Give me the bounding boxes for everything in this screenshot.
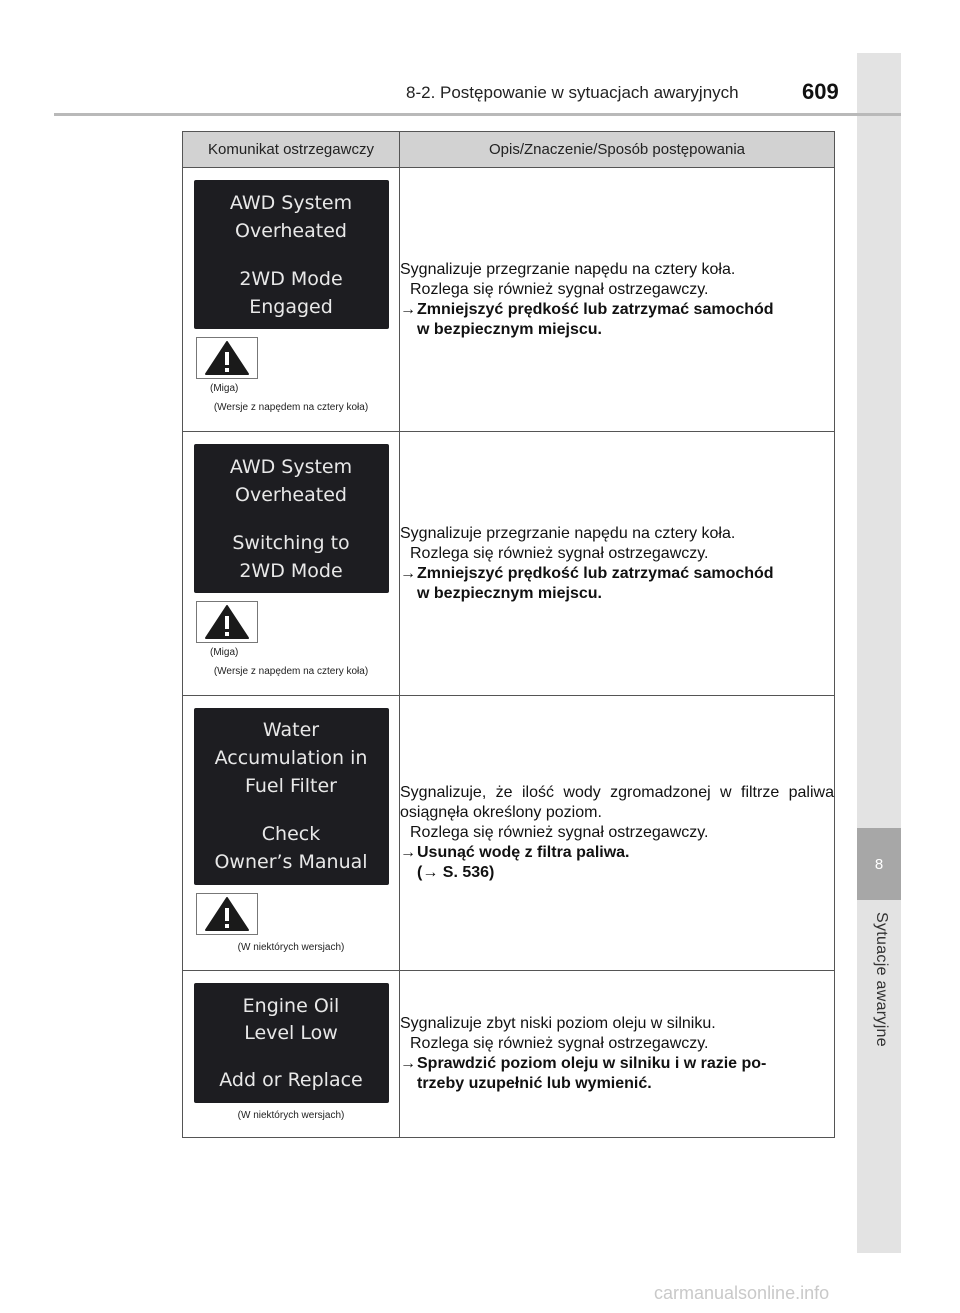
chapter-number-tab: 8 xyxy=(857,828,901,900)
display-line: Add or Replace xyxy=(219,1068,363,1091)
description-cell xyxy=(400,971,835,1138)
display-line: AWD System xyxy=(229,191,353,214)
action-line xyxy=(400,843,834,863)
warning-triangle-icon xyxy=(204,896,250,932)
message-cell xyxy=(183,971,400,1138)
action-text-cont: w bezpiecznym miejscu. xyxy=(417,584,602,602)
description-text: Sygnalizuje przegrzanie napędu na cztery koła. xyxy=(400,260,736,278)
action-text: Usunąć wodę z filtra paliwa. xyxy=(417,844,630,861)
table-row xyxy=(183,168,835,432)
display-line: 2WD Mode xyxy=(239,267,343,290)
action-text-cont: w bezpiecznym miejscu. xyxy=(417,320,602,338)
display-line: Accumulation in xyxy=(214,747,368,769)
display-line: 2WD Mode xyxy=(239,559,343,582)
message-cell xyxy=(183,432,400,696)
warning-indicator-box xyxy=(196,601,258,643)
version-caption: (W niektórych wersjach) xyxy=(237,1110,345,1121)
icon-caption: (Miga) xyxy=(210,383,239,394)
display-line: Engaged xyxy=(249,295,333,318)
display-line: Fuel Filter xyxy=(245,775,337,797)
warning-messages-table xyxy=(182,131,835,1138)
warning-indicator-box xyxy=(196,337,258,379)
column-header-description: Opis/Znaczenie/Sposób postępowania xyxy=(400,132,835,168)
action-text: Sprawdzić poziom oleju w silniku i w razie po- xyxy=(417,1055,767,1072)
header-divider xyxy=(54,113,901,116)
page-reference[interactable] xyxy=(400,863,834,883)
warning-triangle-icon xyxy=(204,340,250,376)
version-caption: (Wersje z napędem na cztery koła) xyxy=(213,402,369,413)
chapter-title-vertical: Sytuacje awaryjne xyxy=(873,912,890,1047)
display-line: Check xyxy=(261,823,321,845)
action-line xyxy=(400,300,834,320)
table-header-row xyxy=(183,132,835,168)
message-cell xyxy=(183,696,400,971)
reference-arrow-icon: → xyxy=(422,864,439,881)
message-cell xyxy=(183,168,400,432)
display-line: Engine Oil xyxy=(242,994,340,1017)
table-row xyxy=(183,971,835,1138)
arrow-icon: → xyxy=(400,300,416,318)
reference-open-paren: ( xyxy=(417,864,423,881)
action-line xyxy=(400,564,834,584)
reference-page-link[interactable]: S. 536) xyxy=(442,864,495,881)
chapter-side-tab xyxy=(857,53,901,1253)
warning-triangle-icon xyxy=(204,604,250,640)
description-text: Sygnalizuje, że ilość wody zgromadzonej w filtrze paliwa osiągnęła określony poziom. xyxy=(400,784,834,821)
version-caption: (Wersje z napędem na cztery koła) xyxy=(213,666,369,677)
display-line: Overheated xyxy=(235,483,347,506)
action-text: Zmniejszyć prędkość lub zatrzymać samochód xyxy=(417,564,774,582)
page-number: 609 xyxy=(802,79,839,104)
action-text-cont: trzeby uzupełnić lub wymienić. xyxy=(417,1075,652,1092)
description-text: Sygnalizuje przegrzanie napędu na cztery koła. xyxy=(400,524,736,542)
version-caption: (W niektórych wersjach) xyxy=(237,941,345,953)
table-row xyxy=(183,432,835,696)
dashboard-message-display xyxy=(194,180,389,329)
sound-note: Rozlega się również sygnał ostrzegawczy. xyxy=(410,1035,709,1052)
dashboard-message-display xyxy=(194,708,389,885)
description-text: Sygnalizuje zbyt niski poziom oleju w silniku. xyxy=(400,1015,716,1032)
warning-indicator-box xyxy=(196,893,258,935)
column-header-message: Komunikat ostrzegawczy xyxy=(183,132,400,168)
watermark-text: carmanualsonline.info xyxy=(654,1283,830,1303)
description-cell xyxy=(400,168,835,432)
description-cell xyxy=(400,696,835,971)
display-line: Overheated xyxy=(235,219,347,242)
arrow-icon: → xyxy=(400,564,416,582)
display-line: Owner’s Manual xyxy=(214,851,368,873)
table-row xyxy=(183,696,835,971)
section-header-title: 8-2. Postępowanie w sytuacjach awaryjnych xyxy=(406,83,739,102)
description-cell xyxy=(400,432,835,696)
display-line: Level Low xyxy=(244,1021,338,1044)
action-text: Zmniejszyć prędkość lub zatrzymać samochód xyxy=(417,300,774,318)
display-line: Switching to xyxy=(232,531,350,554)
display-line: AWD System xyxy=(229,455,353,478)
sound-note: Rozlega się również sygnał ostrzegawczy. xyxy=(410,824,709,841)
action-line xyxy=(400,1054,834,1074)
dashboard-message-display xyxy=(194,444,389,593)
dashboard-message-display xyxy=(194,983,389,1103)
display-line: Water xyxy=(262,719,320,741)
arrow-icon: → xyxy=(400,1055,416,1072)
arrow-icon: → xyxy=(400,844,416,861)
sound-note: Rozlega się również sygnał ostrzegawczy. xyxy=(410,544,709,562)
icon-caption: (Miga) xyxy=(210,647,239,658)
sound-note: Rozlega się również sygnał ostrzegawczy. xyxy=(410,280,709,298)
